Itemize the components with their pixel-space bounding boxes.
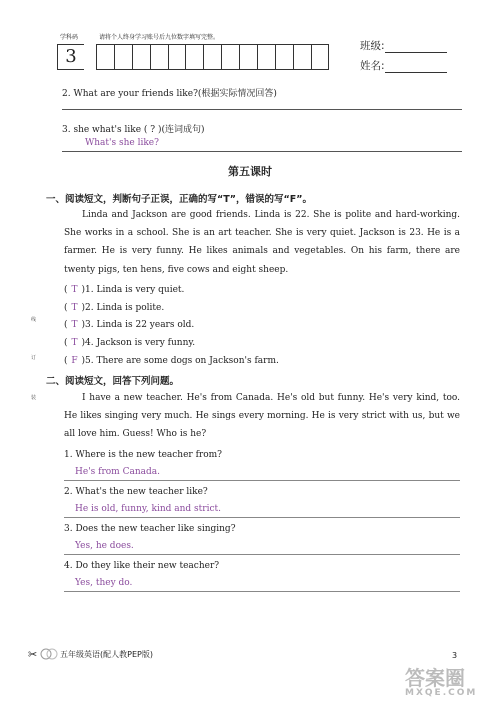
- digit-cell[interactable]: [185, 44, 203, 70]
- digit-cell[interactable]: [311, 44, 329, 70]
- instruction-text: 请将个人终身学习账号后九位数字填写完整。: [99, 34, 220, 41]
- book-title: 五年级英语(配人教PEP版): [60, 650, 153, 659]
- name-input-line[interactable]: [385, 62, 447, 73]
- digit-cell[interactable]: [239, 44, 257, 70]
- answer-line: [64, 554, 460, 555]
- question-4-answer: Yes, they do.: [75, 578, 133, 588]
- watermark-text: 答案圈: [405, 666, 465, 690]
- digit-cell[interactable]: [275, 44, 293, 70]
- tf-answer[interactable]: T: [71, 302, 78, 313]
- digit-cell[interactable]: [132, 44, 150, 70]
- question-4-prompt: 4. Do they like their new teacher?: [64, 561, 220, 571]
- question-3-prompt: 3. she what's like ( ? )(连词成句): [62, 125, 205, 135]
- account-digit-grid: [57, 44, 347, 70]
- answer-line-3: [62, 151, 462, 152]
- answer-line: [64, 480, 460, 481]
- binding-label: 订: [31, 355, 37, 361]
- digit-cell[interactable]: [114, 44, 132, 70]
- class-field: [360, 38, 447, 53]
- question-3-answer: What's she like?: [85, 138, 159, 148]
- list-item: ( T )3. Linda is 22 years old.: [64, 317, 279, 335]
- answer-line-2: [62, 109, 462, 110]
- section-2-passage: I have a new teacher. He's from Canada. He's old but funny. He's very kind, too. He likes singing very much. He sings every morning. He is very strict with us, but we all love him. Guess! Who is he?: [64, 393, 460, 440]
- scissors-icon: ✂: [28, 648, 38, 661]
- true-false-list: [64, 282, 279, 370]
- question-3-prompt: 3. Does the new teacher like singing?: [64, 524, 236, 534]
- class-input-line[interactable]: [385, 42, 447, 53]
- class-label: 班级:: [360, 40, 385, 52]
- page-number: 3: [452, 651, 458, 660]
- lesson-title: 第五课时: [228, 165, 272, 178]
- digit-cell[interactable]: [168, 44, 186, 70]
- digit-cell-code: 3: [57, 44, 84, 70]
- section-1-passage: Linda and Jackson are good friends. Linda is 22. She is polite and hard-working. She works in a school. She is an art teacher. She is very quiet. Jackson is 23. He is a farmer. He is very funny. He likes animals and vegetables. On his farm, there are twenty pigs, ten hens, five cows and eight sheep.: [64, 210, 460, 275]
- question-2-answer: He is old, funny, kind and strict.: [75, 504, 221, 514]
- binding-label: 线: [31, 317, 37, 323]
- subject-code-label: 学科码: [60, 34, 79, 41]
- name-field: [360, 58, 447, 73]
- question-1-answer: He's from Canada.: [75, 467, 160, 477]
- section-2-title: 二、阅读短文，回答下列问题。: [46, 376, 180, 387]
- digit-cell[interactable]: [96, 44, 114, 70]
- answer-line: [64, 591, 460, 592]
- decorative-circles-icon: [40, 646, 58, 660]
- digit-cell[interactable]: [257, 44, 275, 70]
- digit-cell[interactable]: [293, 44, 311, 70]
- section-1-title: 一、阅读短文，判断句子正误，正确的写“T”，错误的写“F”。: [46, 194, 312, 205]
- question-3-answer: Yes, he does.: [75, 541, 134, 551]
- digit-cell[interactable]: [203, 44, 221, 70]
- answer-line: [64, 517, 460, 518]
- name-label: 姓名:: [360, 60, 385, 72]
- question-2-prompt: 2. What's the new teacher like?: [64, 487, 208, 497]
- tf-answer[interactable]: T: [71, 285, 78, 295]
- binding-label: 装: [31, 395, 37, 401]
- digit-cell[interactable]: [150, 44, 168, 70]
- list-item: ( T )2. Linda is polite.: [64, 300, 279, 318]
- tf-answer[interactable]: F: [71, 355, 78, 366]
- list-item: ( T )4. Jackson is very funny.: [64, 335, 279, 353]
- digit-cell[interactable]: [221, 44, 239, 70]
- tf-answer[interactable]: T: [71, 338, 78, 349]
- question-1-prompt: 1. Where is the new teacher from?: [64, 450, 223, 460]
- watermark-url: MXQE.COM: [405, 688, 478, 698]
- tf-answer[interactable]: T: [71, 320, 78, 331]
- list-item: ( F )5. There are some dogs on Jackson's farm.: [64, 353, 279, 371]
- question-2-prompt: 2. What are your friends like?(根据实际情况回答): [62, 89, 277, 99]
- list-item: ( T )1. Linda is very quiet.: [64, 282, 279, 300]
